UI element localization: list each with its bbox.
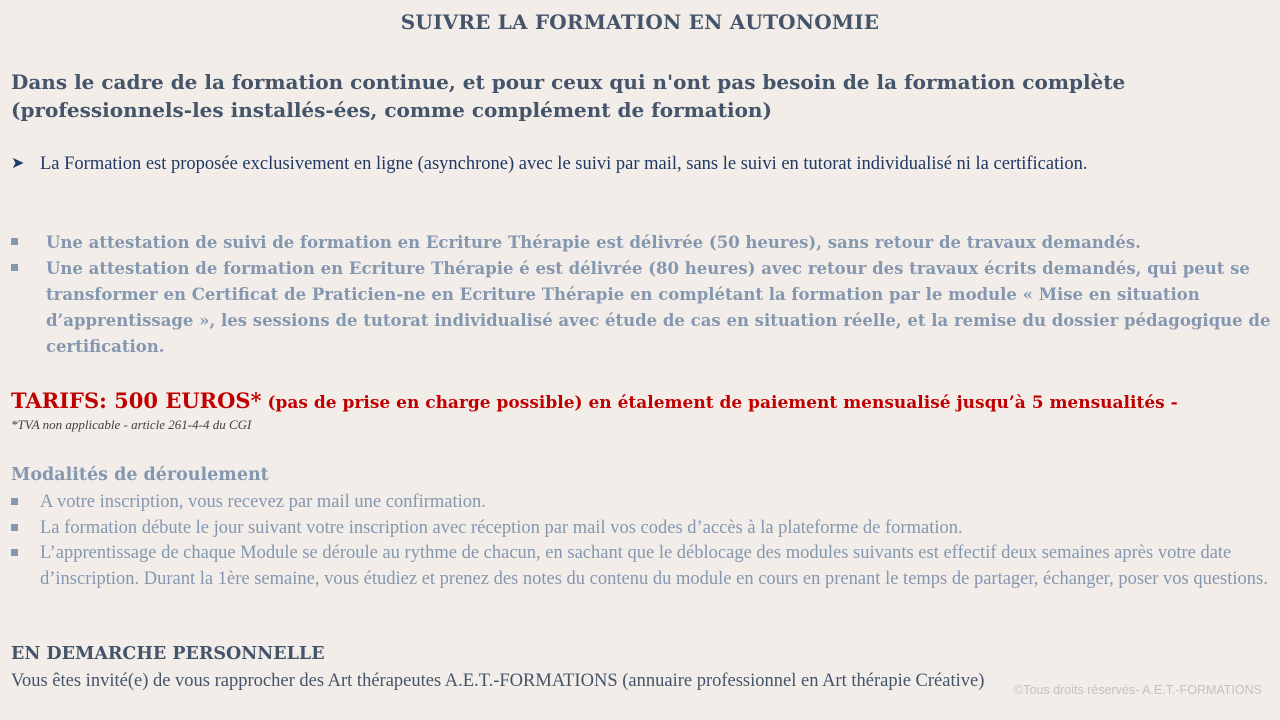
attestation-text: Une attestation de suivi de formation en Ecriture Thérapie est délivrée (50 heures), sans retour de travaux demandés. [46,233,1141,252]
list-item [11,256,1271,360]
square-bullet-icon [11,524,18,531]
pricing-line [11,388,1276,413]
modalite-text: A votre inscription, vous recevez par mail une confirmation. [40,492,486,512]
list-item [11,541,1273,592]
copyright-watermark: ©Tous droits réservés- A.E.T.-FORMATIONS [1014,683,1262,697]
arrow-bullet-icon: ➤ [11,155,25,172]
pricing-label: TARIFS: 500 EUROS* [11,388,262,413]
intro-paragraph [11,68,1271,124]
intro-line-1: Dans le cadre de la formation continue, et pour ceux qui n'ont pas besoin de la formation complète [11,70,1126,94]
pricing-detail: (pas de prise en charge possible) en étalement de paiement mensualisé jusqu’à 5 mensualités - [261,393,1178,413]
list-item [11,230,1271,256]
square-bullet-icon [11,549,18,556]
list-item [11,490,1273,516]
online-format-text: La Formation est proposée exclusivement en ligne (asynchrone) avec le suivi par mail, sans le suivi en tutorat individualisé ni la certification. [40,154,1088,174]
modalite-text: La formation débute le jour suivant votre inscription avec réception par mail vos codes d’accès à la plateforme de formation. [40,517,963,538]
square-bullet-icon [11,498,18,505]
modalites-list [11,490,1273,593]
attestation-list [11,230,1271,360]
vat-note: *TVA non applicable - article 261-4-4 du CGI [11,417,252,432]
square-bullet-icon [11,264,18,271]
list-item [11,516,1273,542]
modalites-heading: Modalités de déroulement [11,465,269,485]
attestation-text: Une attestation de formation en Ecriture Thérapie é est délivrée (80 heures) avec retour des travaux écrits demandés, qui peut se transformer en Certificat de Praticien-ne en Ecriture Thérapie en complétant la formation par le module « Mise en situation d’apprentissage », les sessions de tutorat individualisé avec étude de cas en situation réelle, et la remise du dossier pédagogique de certification. [46,259,1271,356]
page-title: SUIVRE LA FORMATION EN AUTONOMIE [400,10,880,34]
demarche-text: Vous êtes invité(e) de vous rapprocher des Art thérapeutes A.E.T.-FORMATIONS (annuaire professionnel en Art thérapie Créative) [11,671,985,691]
intro-line-2: (professionnels-les installés-ées, comme complément de formation) [11,98,772,122]
square-bullet-icon [11,238,18,245]
modalite-text: L’apprentissage de chaque Module se déroule au rythme de chacun, en sachant que le déblocage des modules suivants est effectif deux semaines après votre date d’inscription. Durant la 1ère semaine, vous étudiez et prenez des notes du contenu du module en cours en prenant le temps de partager, échanger, poser vos questions. [40,543,1268,590]
demarche-heading: EN DEMARCHE PERSONNELLE [11,644,325,664]
online-format-item [11,151,1241,177]
